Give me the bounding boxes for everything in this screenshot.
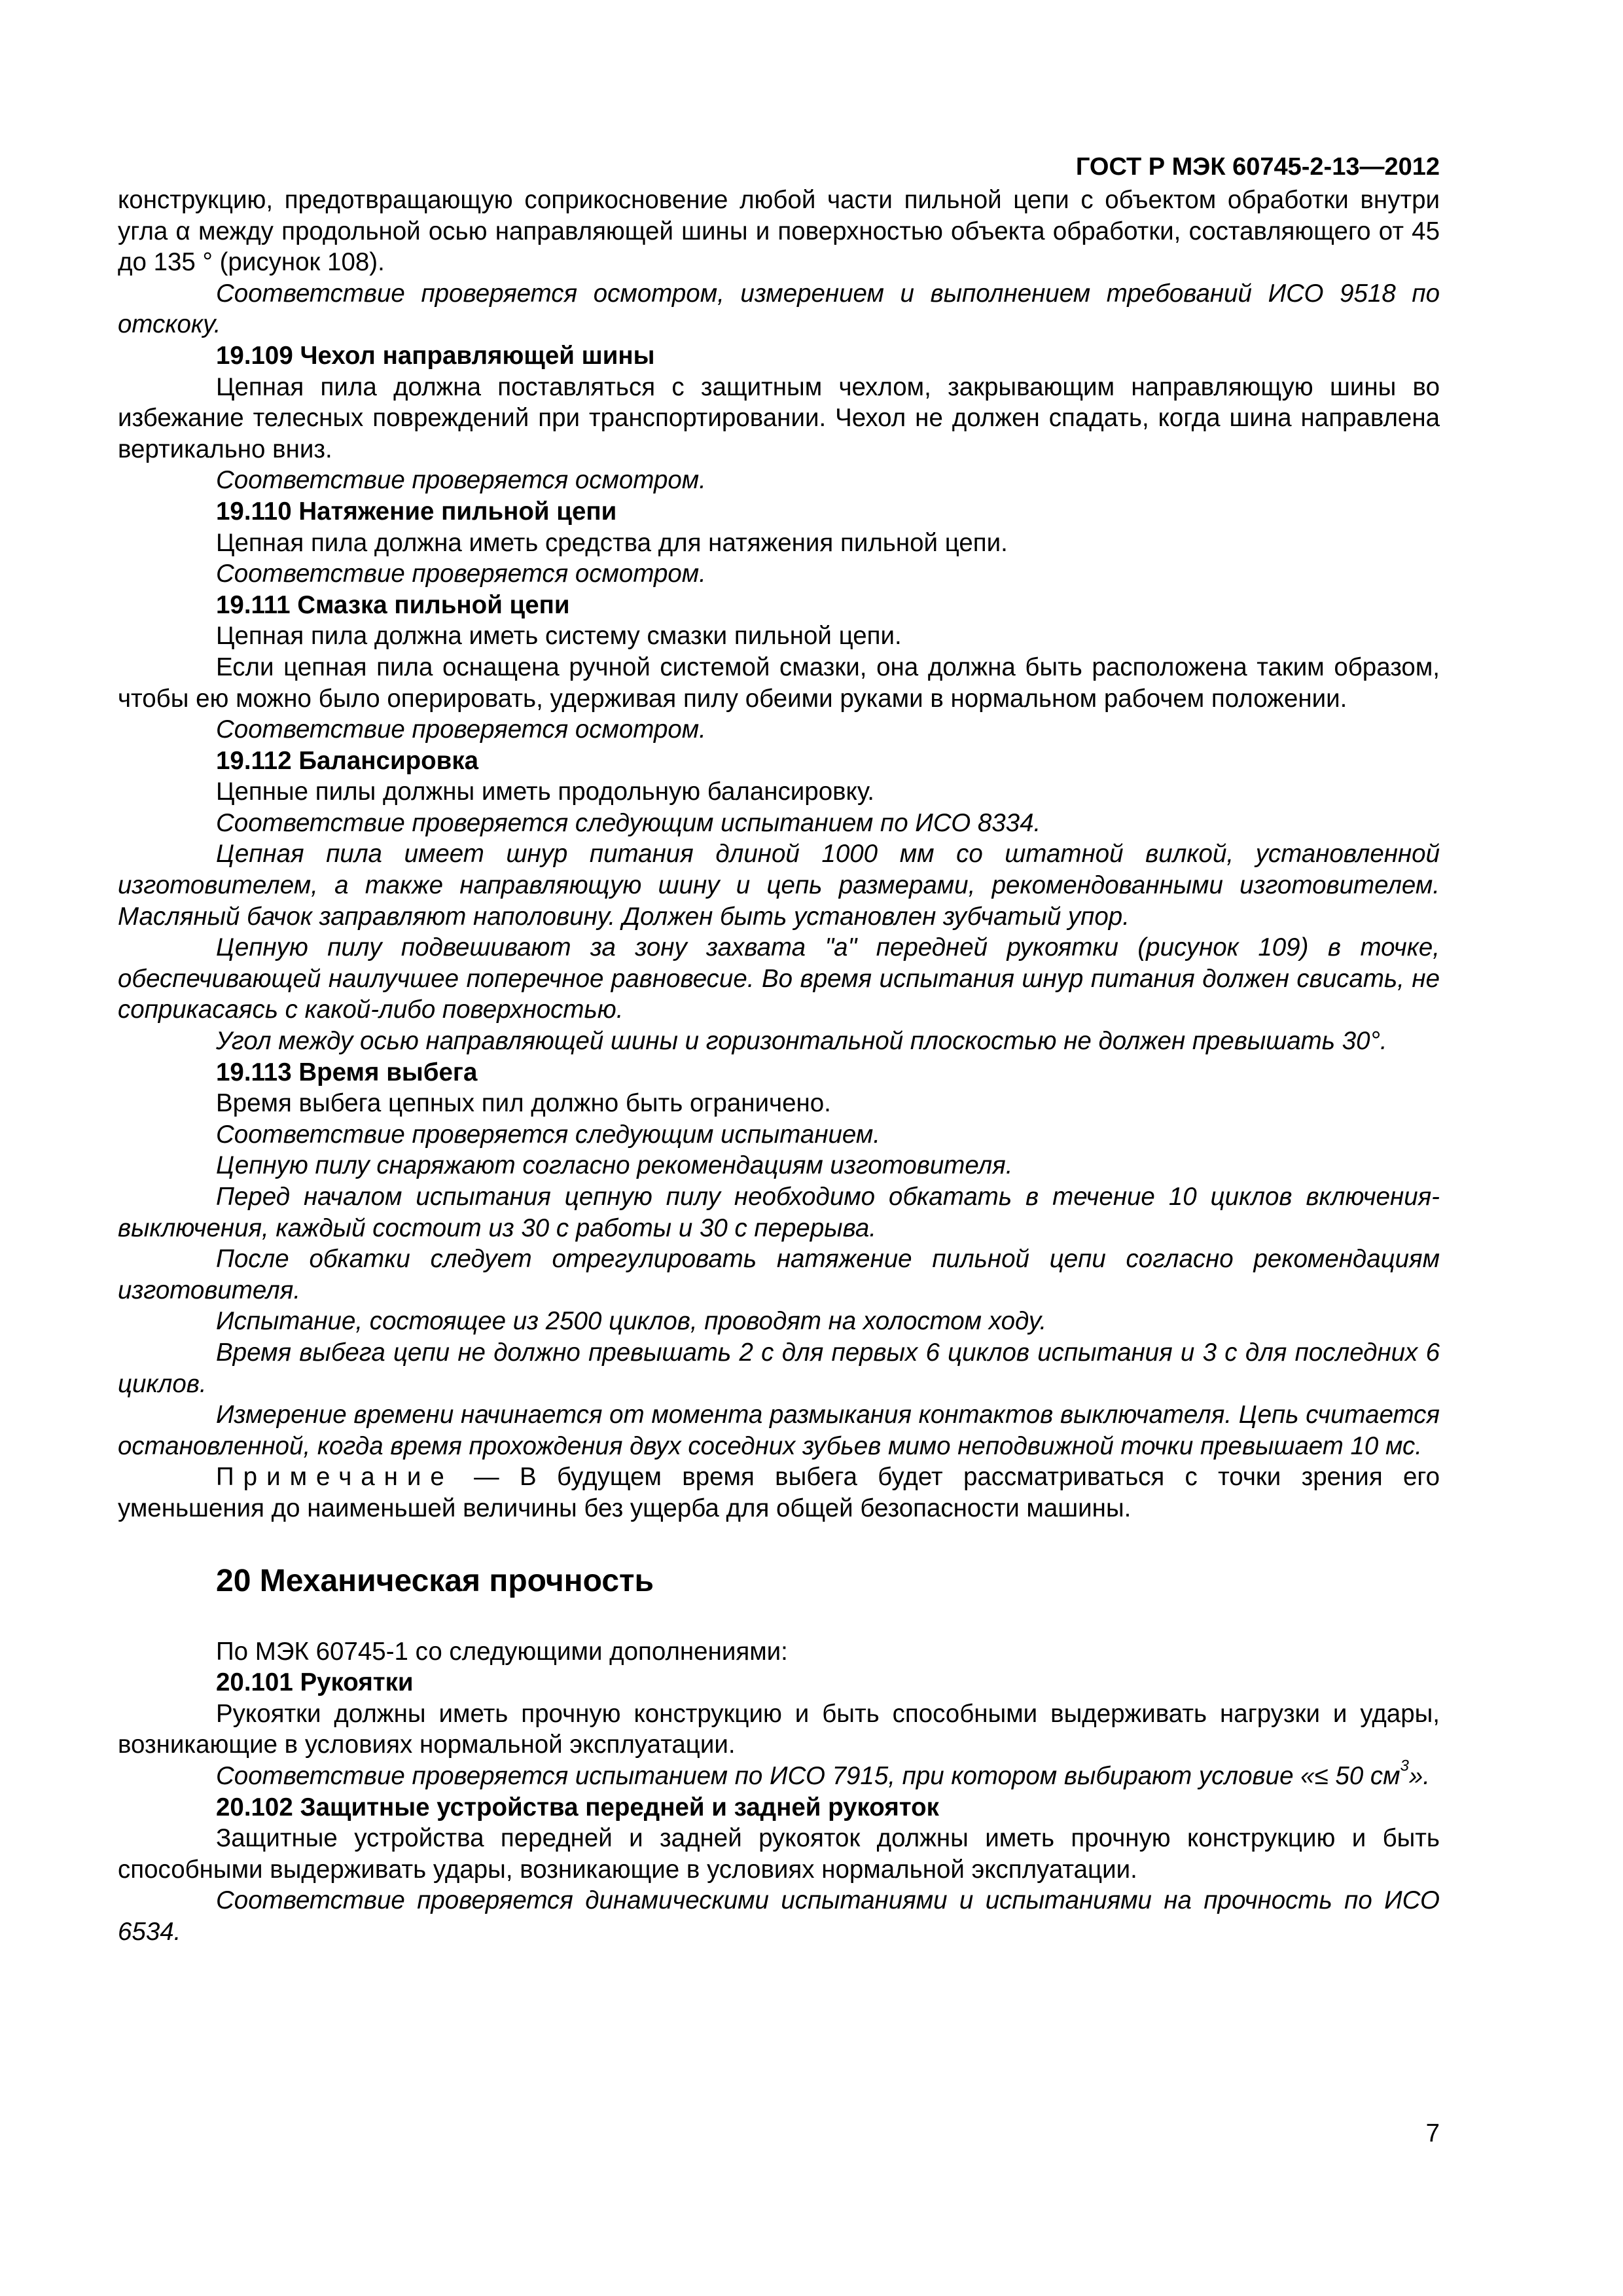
paragraph: Цепная пила должна иметь средства для натяжения пильной цепи. (216, 528, 1008, 557)
paragraph: Цепную пилу снаряжают согласно рекомендациям изготовителя. (216, 1151, 1013, 1180)
paragraph: Если цепная пила оснащена ручной системой смазки, она должна быть расположена таким образом, чтобы ею можно было оперировать, удерживая пилу обеими руками в нормальном рабочем положении. (118, 653, 1440, 713)
paragraph: Соответствие проверяется динамическими испытаниями и испытаниями на прочность по ИСО 6534. (118, 1886, 1440, 1946)
paragraph: Угол между осью направляющей шины и горизонтальной плоскостью не должен превышать 30°. (216, 1027, 1387, 1056)
paragraph-iso7915 (118, 1757, 1440, 1792)
paragraph: Соответствие проверяется осмотром. (216, 715, 706, 744)
paragraph: Перед началом испытания цепную пилу необходимо обкатать в течение 10 циклов включения-выключения, каждый состоит из 30 с работы и 30 с перерыва. (118, 1183, 1440, 1242)
paragraph: Соответствие проверяется осмотром, измерением и выполнением требований ИСО 9518 по отскоку. (118, 279, 1440, 339)
paragraph: Соответствие проверяется осмотром. (216, 466, 706, 495)
paragraph: Время выбега цепи не должно превышать 2 с для первых 6 циклов испытания и 3 с для последних 6 циклов. (118, 1338, 1440, 1398)
page-body (118, 185, 1440, 1947)
paragraph: Соответствие проверяется следующим испытанием. (216, 1120, 881, 1149)
clause-heading: 20.102 Защитные устройства передней и задней рукояток (216, 1793, 939, 1821)
superscript-3: 3 (1400, 1757, 1409, 1775)
note-label: Примечание (216, 1463, 454, 1492)
paragraph: Цепные пилы должны иметь продольную балансировку. (216, 778, 874, 806)
clause-heading: 19.112 Балансировка (216, 746, 478, 775)
paragraph: Цепная пила имеет шнур питания длиной 1000 мм со штатной вилкой, установленной изготовителем, а также направляющую шину и цепь размерами, рекомендованными изготовителем. Масляный бачок заправляют наполовину. Должен быть установлен зубчатый упор. (118, 840, 1440, 931)
paragraph: Цепную пилу подвешивают за зону захвата "a" передней рукоятки (рисунок 109) в точке, обеспечивающей наилучшее поперечное равновесие. Во время испытания шнур питания должен свисать, не соприкасаясь с какой-либо поверхностью. (118, 933, 1440, 1024)
paragraph: Рукоятки должны иметь прочную конструкцию и быть способными выдерживать нагрузки и удары, возникающие в условиях нормальной эксплуатации. (118, 1699, 1440, 1759)
clause-heading: 19.111 Смазка пильной цепи (216, 590, 570, 619)
document-header: ГОСТ Р МЭК 60745-2-13—2012 (1075, 153, 1440, 181)
clause-heading: 19.113 Время выбега (216, 1058, 478, 1086)
paragraph-block-a (118, 185, 1440, 1462)
paragraph-block-b (118, 1636, 1440, 1761)
paragraph: Измерение времени начинается от момента размыкания контактов выключателя. Цепь считается остановленной, когда время прохождения двух соседних зубьев мимо неподвижной точки превышает 10 мс. (118, 1401, 1440, 1460)
paragraph: По МЭК 60745-1 со следующими дополнениями: (216, 1637, 788, 1666)
section-title: 20 Механическая прочность (216, 1563, 654, 1598)
iso7915-tail: ». (1408, 1761, 1430, 1790)
paragraph: Соответствие проверяется следующим испытанием по ИСО 8334. (216, 808, 1041, 837)
page-number: 7 (1425, 2119, 1440, 2147)
paragraph: Время выбега цепных пил должно быть ограничено. (216, 1089, 831, 1118)
paragraph: Цепная пила должна поставляться с защитным чехлом, закрывающим направляющую шины во избежание телесных повреждений при транспортировании. Чехол не должен спадать, когда шина направлена вертикально вниз. (118, 372, 1440, 463)
note-text: — В будущем время выбега будет рассматриваться с точки зрения его уменьшения до наименьшей величины без ущерба для общей безопасности машины. (118, 1463, 1440, 1522)
iso7915-text: Соответствие проверяется испытанием по ИСО 7915, при котором выбирают условие «≤ 50 см (216, 1761, 1400, 1790)
paragraph-block-c (118, 1792, 1440, 1948)
paragraph: Защитные устройства передней и задней рукояток должны иметь прочную конструкцию и быть способными выдерживать удары, возникающие в условиях нормальной эксплуатации. (118, 1824, 1440, 1884)
paragraph: Цепная пила должна иметь систему смазки пильной цепи. (216, 622, 902, 651)
clause-heading: 20.101 Рукоятки (216, 1668, 414, 1697)
paragraph: Испытание, состоящее из 2500 циклов, проводят на холостом ходу. (216, 1307, 1047, 1336)
clause-heading: 19.110 Натяжение пильной цепи (216, 497, 617, 526)
paragraph: После обкатки следует отрегулировать натяжение пильной цепи согласно рекомендациям изготовителя. (118, 1245, 1440, 1304)
paragraph: конструкцию, предотвращающую соприкосновение любой части пильной цепи с объектом обработки внутри угла α между продольной осью направляющей шины и поверхностью объекта обработки, составляющего от 45 до 135 ° (рисунок 108). (118, 186, 1440, 277)
paragraph: Соответствие проверяется осмотром. (216, 560, 706, 588)
note-paragraph (118, 1462, 1440, 1524)
clause-heading: 19.109 Чехол направляющей шины (216, 341, 655, 370)
